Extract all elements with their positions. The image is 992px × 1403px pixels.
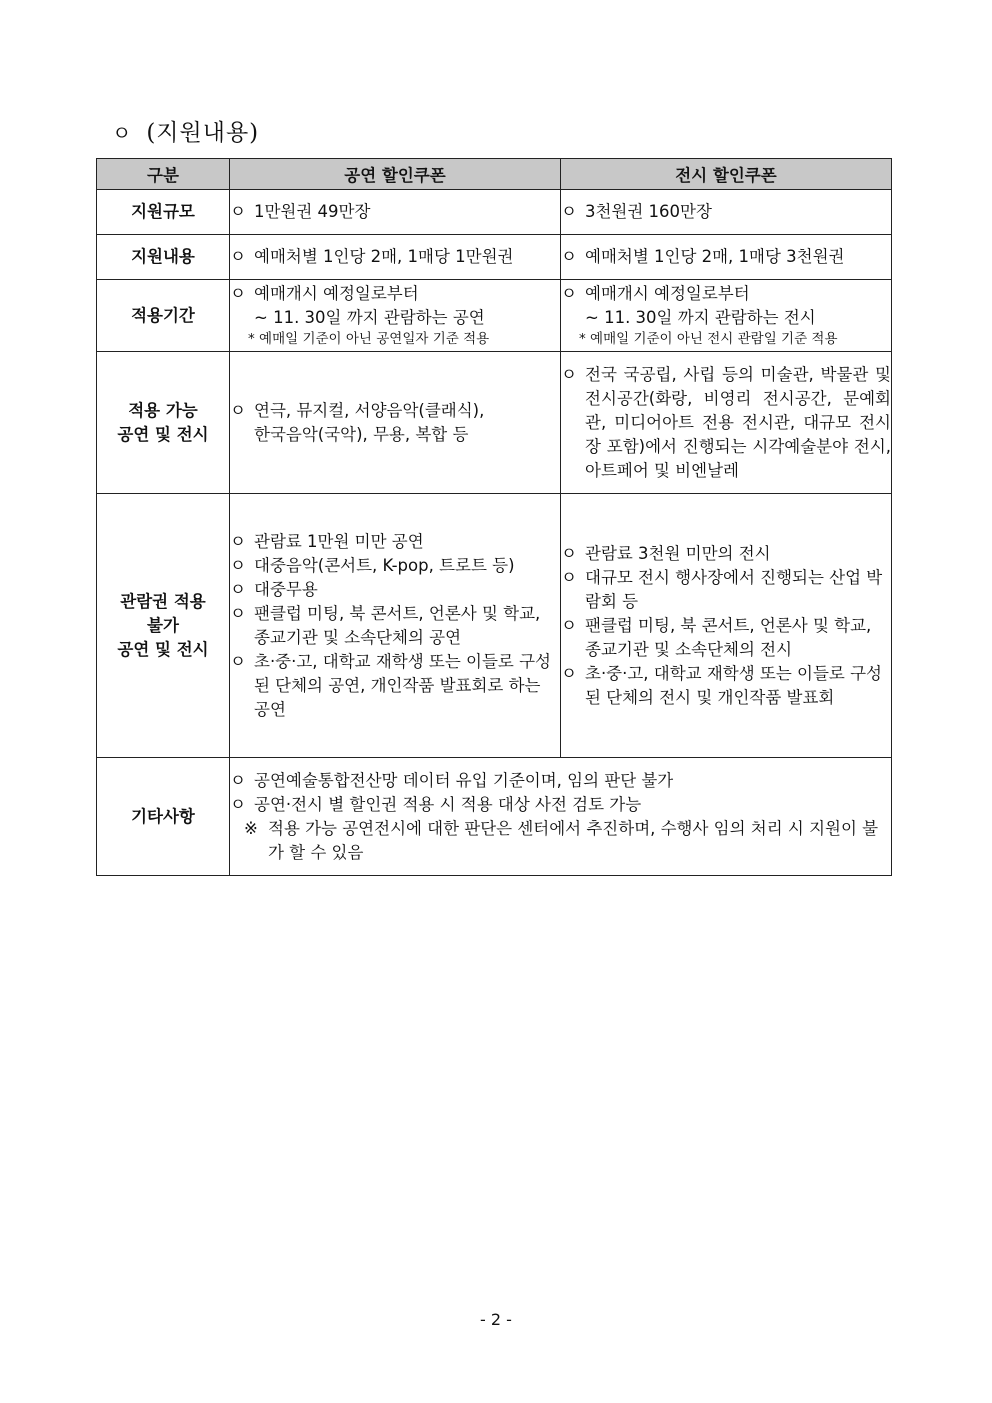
bullet: ㅇ (230, 579, 246, 599)
list-item (230, 650, 560, 722)
exhibition-cell (561, 280, 892, 352)
reference-mark: ※ (244, 818, 258, 838)
bullet: ㅇ (561, 364, 577, 384)
bullet: ㅇ (561, 615, 577, 635)
row-label: 지원규모 (97, 190, 230, 235)
list-item (561, 662, 891, 710)
bullet: ㅇ (230, 770, 246, 790)
row-label: 관람권 적용 불가 공연 및 전시 (97, 494, 230, 758)
header-performance-coupon: 공연 할인쿠폰 (230, 159, 561, 190)
performance-cell (230, 235, 561, 280)
list-item (230, 793, 891, 817)
cell-text: 공연·전시 별 할인권 적용 시 적용 대상 사전 검토 가능 (254, 794, 642, 814)
cell-text: 연극, 뮤지컬, 서양음악(클래식), 한국음악(국악), 무용, 복합 등 (254, 400, 485, 444)
table-row (97, 494, 892, 758)
reference-note (230, 817, 891, 865)
bullet: ㅇ (561, 247, 577, 266)
performance-cell (230, 494, 561, 758)
table-row (97, 190, 892, 235)
list-item (230, 554, 560, 578)
row-label: 적용기간 (97, 280, 230, 352)
performance-cell (230, 280, 561, 352)
bullet: ㅇ (230, 603, 246, 623)
cell-text: 관람료 1만원 미만 공연 (254, 531, 424, 551)
table-row (97, 352, 892, 494)
cell-subtext: ~ 11. 30일 까지 관람하는 공연 (254, 308, 485, 327)
cell-text: 관람료 3천원 미만의 전시 (585, 543, 771, 563)
bullet: ㅇ (561, 284, 577, 303)
row-label: 지원내용 (97, 235, 230, 280)
exhibition-cell (561, 352, 892, 494)
exhibition-cell (561, 494, 892, 758)
heading-text: (지원내용) (146, 120, 260, 146)
cell-subtext: ~ 11. 30일 까지 관람하는 전시 (585, 308, 816, 327)
cell-text: 1만원권 49만장 (254, 202, 371, 221)
table-row (97, 758, 892, 876)
cell-text: 팬클럽 미팅, 북 콘서트, 언론사 및 학교, 종교기관 및 소속단체의 공연 (254, 603, 541, 647)
header-exhibition-coupon: 전시 할인쿠폰 (561, 159, 892, 190)
table-header-row (97, 159, 892, 190)
cell-text: 초·중·고, 대학교 재학생 또는 이들로 구성된 단체의 공연, 개인작품 발표회로 하는 공연 (254, 651, 551, 719)
list-item (230, 530, 560, 554)
bullet: ㅇ (230, 794, 246, 814)
cell-text: 팬클럽 미팅, 북 콘서트, 언론사 및 학교, 종교기관 및 소속단체의 전시 (585, 615, 872, 659)
cell-text: 대규모 전시 행사장에서 진행되는 산업 박람회 등 (585, 567, 883, 611)
cell-text: 3천원권 160만장 (585, 202, 712, 221)
cell-text: 공연예술통합전산망 데이터 유입 기준이며, 임의 판단 불가 (254, 770, 674, 790)
bullet: ㅇ (230, 651, 246, 671)
cell-text: 예매처별 1인당 2매, 1매당 3천원권 (585, 247, 845, 266)
heading-bullet: ㅇ (112, 121, 133, 145)
list-item (230, 769, 891, 793)
bullet: ㅇ (230, 555, 246, 575)
list-item (230, 602, 560, 650)
cell-note: * 예매일 기준이 아닌 공연일자 기준 적용 (248, 331, 490, 347)
list-item (561, 542, 891, 566)
table-row (97, 235, 892, 280)
cell-note: * 예매일 기준이 아닌 전시 관람일 기준 적용 (579, 331, 838, 347)
performance-cell (230, 190, 561, 235)
bullet: ㅇ (561, 202, 577, 221)
row-label: 적용 가능 공연 및 전시 (97, 352, 230, 494)
exhibition-cell (561, 235, 892, 280)
cell-text: 예매개시 예정일로부터 (254, 284, 419, 303)
page-number: - 2 - (480, 1310, 512, 1329)
bullet: ㅇ (230, 284, 246, 303)
cell-text: 전국 국공립, 사립 등의 미술관, 박물관 및 전시공간(화랑, 비영리 전시공간, 문예회관, 미디어아트 전용 전시관, 대규모 전시장 포함)에서 진행되는 시각예술분야 전시, 아트페어 및 비엔날레 (585, 364, 891, 480)
section-heading (112, 114, 259, 147)
bullet: ㅇ (230, 400, 246, 420)
performance-cell (230, 352, 561, 494)
cell-text: 초·중·고, 대학교 재학생 또는 이들로 구성된 단체의 전시 및 개인작품 발표회 (585, 663, 882, 707)
table-row (97, 280, 892, 352)
cell-text: 예매개시 예정일로부터 (585, 284, 750, 303)
note-text: 적용 가능 공연전시에 대한 판단은 센터에서 추진하며, 수행사 임의 처리 시 지원이 불가 할 수 있음 (268, 818, 879, 862)
row-label: 기타사항 (97, 758, 230, 876)
bullet: ㅇ (561, 543, 577, 563)
bullet: ㅇ (230, 247, 246, 266)
bullet: ㅇ (561, 663, 577, 683)
bullet: ㅇ (561, 567, 577, 587)
list-item (230, 578, 560, 602)
bullet: ㅇ (230, 531, 246, 551)
list-item (561, 566, 891, 614)
notes-cell (230, 758, 892, 876)
bullet: ㅇ (230, 202, 246, 221)
cell-text: 대중무용 (254, 579, 318, 599)
list-item (561, 614, 891, 662)
cell-text: 예매처별 1인당 2매, 1매당 1만원권 (254, 247, 514, 266)
cell-text: 대중음악(콘서트, K-pop, 트로트 등) (254, 555, 515, 575)
exhibition-cell (561, 190, 892, 235)
header-category: 구분 (97, 159, 230, 190)
support-table (96, 158, 892, 876)
